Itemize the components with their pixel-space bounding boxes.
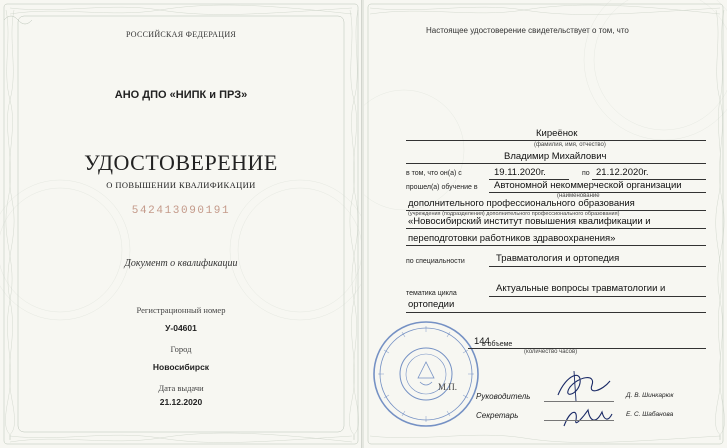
date-from: 19.11.2020г. [494,167,546,178]
registration-number: У-04601 [165,323,197,333]
certifies-header: Настоящее удостоверение свидетельствует о том, что [426,26,629,35]
head-label: Руководитель [476,392,531,401]
org-caption-2: (учреждения (подразделения) дополнительного профессионального образования) [408,211,620,217]
organization-name: АНО ДПО «НИПК и ПРЗ» [114,89,248,101]
head-name: Д. В. Шинкарюк [626,392,674,399]
city-value: Новосибирск [152,362,210,372]
serial-number: 542413090191 [131,205,231,217]
period-to-label: по [582,170,590,177]
org-caption: (наименование [557,193,600,199]
org-line-3: «Новосибирский институт повышения квалификации и [408,216,651,227]
org-line-3-rule [406,228,706,229]
country-name: РОССИЙСКАЯ ФЕДЕРАЦИЯ [125,30,237,39]
volume-label: в объеме [482,341,513,348]
topic-line-2: ортопедии [408,299,455,310]
secretary-signature-line [544,420,614,421]
right-page [364,0,727,448]
specialty-value: Травматология и ортопедия [496,253,620,264]
study-label: прошел(а) обучение в [406,184,478,191]
org-line-2: дополнительного профессионального образования [408,198,635,209]
date-to: 21.12.2020г. [596,167,649,178]
volume-rule [468,348,706,349]
topic-line-1-rule [489,296,706,297]
issue-date-label: Дата выдачи [158,383,204,393]
document-title: УДОСТОВЕРЕНИЕ [84,150,278,175]
official-stamp [370,318,482,430]
given-names: Владимир Михайлович [504,151,607,162]
head-signature [552,365,614,403]
secretary-label: Секретарь [476,411,519,420]
specialty-rule [489,266,706,267]
period-label: в том, что он(а) с [406,170,462,177]
document-type: Документ о квалификации [124,258,238,269]
registration-label: Регистрационный номер [136,305,226,315]
document-subtitle: О ПОВЫШЕНИИ КВАЛИФИКАЦИИ [106,180,256,190]
secretary-signature [560,402,614,430]
org-line-4-rule [406,245,706,246]
topic-label: тематика цикла [406,290,457,297]
topic-line-2-rule [406,312,706,313]
name-line [406,140,706,141]
hours-caption: (количество часов) [524,349,578,355]
city-label: Город [170,344,192,354]
issue-date-value: 21.12.2020 [159,397,203,407]
org-line-1: Автономной некоммерческой организации [494,180,682,191]
given-names-line [406,163,706,164]
secretary-name: Е. С. Шабанова [626,411,674,418]
specialty-label: по специальности [406,258,465,265]
name-caption: (фамилия, имя, отчество) [534,142,606,148]
surname: Киреёнок [536,128,578,139]
volume-value: 144 [474,336,490,347]
left-page [0,0,362,448]
org-line-4: переподготовки работников здравоохранения» [408,233,616,244]
guilloche-border [0,0,362,448]
topic-line-1: Актуальные вопросы травматологии и [496,283,666,294]
stamp-mark: М.П. [438,382,458,392]
